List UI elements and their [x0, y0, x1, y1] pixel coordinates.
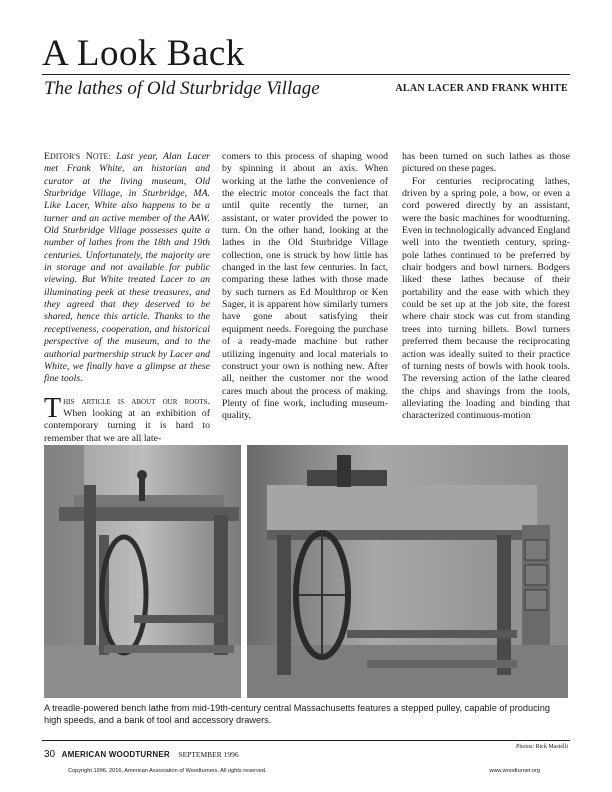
article-subtitle: The lathes of Old Sturbridge Village: [44, 78, 320, 99]
editors-note-text: Last year, Alan Lacer met Frank White, an historian and curator at the living museum, Old Sturbridge Village, in Sturbridge, MA. Like Lacer, White also happens to be a turner and an active member of the AAW. Old Sturbridge Village possesses quite a number of lathes from the 18th and 19th centuries. Unfortunately, the majority are in storage and not available for public viewing. But White treated Lacer to an illuminating peek at these treasures, and they agreed that they deserved to be shared, hence this article. Thanks to the receptiveness, cooperation, and historical perspective of the museum, and to the authorial partnership struck by Lacer and White, we finally have a glimpse at these fine tools.: [44, 151, 210, 385]
lathe-photo-left: [44, 445, 241, 698]
text-column-1: [44, 151, 210, 445]
photo-caption: A treadle-powered bench lathe from mid-19th-century central Massachusetts features a stepped pulley, capable of producing high speeds, and a bank of tool and accessory drawers.: [44, 703, 550, 725]
website-link[interactable]: www.woodturner.org: [489, 768, 540, 774]
page-number: 30: [44, 749, 56, 760]
copyright-notice: Copyright 1996, 2016, American Association of Woodturners. All rights reserved.: [68, 768, 267, 774]
magazine-name: AMERICAN WOODTURNER: [61, 750, 170, 759]
drop-cap: T: [44, 392, 62, 424]
footer-rule: [42, 740, 570, 741]
lathe-photo-right-image: [247, 445, 568, 698]
text-column-3: [402, 151, 570, 423]
paragraph-1-end: has been turned on such lathes as those pictured on these pages.: [402, 151, 570, 175]
editors-note-label: EDITOR'S NOTE:: [44, 151, 111, 162]
lathe-photo-left-image: [44, 445, 241, 698]
editors-note: [44, 151, 210, 386]
paragraph-2: For centuries reciprocating lathes, driven by a spring pole, a bow, or even a cord powered directly by an assistant, were the basic machines for woodturning. Even in technologically advanced England well into the twentieth century, spring-pole lathes continued to be preferred by chair bodgers and bowl turners. Bodgers liked these lathes because of their portability and the ease with which they could be set up at the job site, the forest where chair stock was cut from standing trees into turning billets. Bowl turners preferred them because the reciprocating action was ideally suited to their practice of turning nests of bowls with hook tools. The reversing action of the lathe cleared the chips and shavings from the tools, alleviating the loading and binding that characterized continuous-motion: [402, 175, 570, 422]
lathe-photo-right: [247, 445, 568, 698]
text-column-2: [222, 151, 388, 423]
paragraph-1-start: This article is about our roots. When looking at an exhibition of contemporary turning it is hard to remember that we are all late-: [44, 392, 210, 444]
page-folio: [44, 749, 239, 760]
paragraph-1-continued: comers to this process of shaping wood by spinning it about an axis. When working at the lathe the convenience of the electric motor conceals the fact that until quite recently the turner, an assistant, or water provided the power to turn. On the other hand, looking at the lathes in the Old Sturbridge Village collection, one is struck by how little has changed in the last few centuries. In fact, comparing these lathes with those made by such turners as Ed Moulthrop or Ken Sager, it is apparent how similarly turners have gone about satisfying their equipment needs. Foregoing the purchase of a ready-made machine but rather utilizing ingenuity and local materials to construct your own is nothing new. After all, neither the customer nor the wood cares much about the process of making. Plenty of fine work, including museum-quality,: [222, 151, 388, 422]
header-rule: [42, 74, 570, 75]
article-title: A Look Back: [42, 33, 245, 74]
issue-date: SEPTEMBER 1996: [178, 750, 239, 759]
byline: ALAN LACER AND FRANK WHITE: [395, 83, 568, 94]
photo-credit: Photos: Rick Mastelli: [515, 744, 568, 750]
lead-in: his article is about our roots.: [63, 395, 210, 407]
